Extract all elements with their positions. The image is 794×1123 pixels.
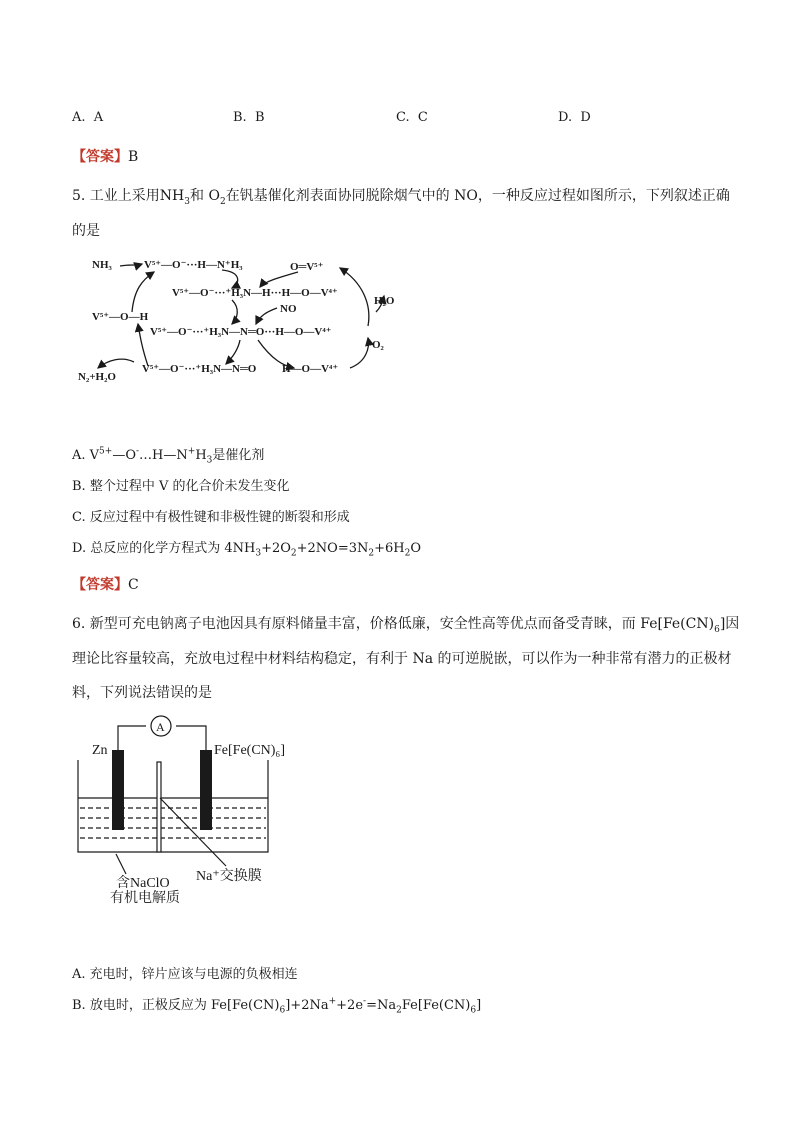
species-4: V⁵⁺—O⁻···⁺H₃N—N═O (142, 363, 257, 375)
wire-right (176, 726, 206, 752)
o2-label: O₂ (372, 339, 384, 351)
ammeter-label: A (156, 720, 165, 734)
fe-electrode (200, 750, 212, 830)
species-2: V⁵⁺—O⁻···⁺H₃N—H···H—O—V⁴⁺ (172, 287, 338, 299)
q6-stem-line3: 料，下列说法错误的是 (72, 685, 212, 701)
arrow-hov-to-v4 (350, 338, 368, 368)
battery-diagram (76, 714, 316, 908)
v-oh: V⁵⁺—O—H (92, 311, 149, 323)
v5-oxo: O═V⁵⁺ (290, 261, 324, 273)
q5-option-c: C. 反应过程中有极性键和非极性键的断裂和形成 (72, 510, 350, 525)
answer-q5: 【答案】C (72, 577, 139, 593)
answer-q4: 【答案】B (72, 149, 139, 165)
membrane-label: Na⁺交换膜 (196, 869, 262, 884)
electrolyte-label-2: 有机电解质 (110, 891, 180, 906)
arrow-nh3-in (120, 264, 142, 266)
option-b: B. B (233, 110, 265, 125)
electrolyte-dashes (80, 808, 266, 838)
q6-stem-line2: 理论比容量较高，充放电过程中材料结构稳定，有利于 Na 的可逆脱嵌，可以作为一种非常有潜力的正极材 (72, 651, 732, 667)
arrow-o2-cycle (340, 268, 369, 326)
h-o-v4: H—O—V⁴⁺ (282, 363, 339, 375)
answer-label: 【答案】 (72, 149, 128, 165)
na-exchange-membrane (157, 762, 161, 852)
q5-stem-line2: 的是 (72, 223, 100, 239)
arrow-s1-to-s2 (222, 270, 238, 288)
arrow-n2-out (98, 359, 134, 368)
species-1: V⁵⁺—O⁻···H—N⁺H₃ (144, 259, 243, 271)
arrow-s2-to-s3 (232, 300, 237, 324)
no-label: NO (280, 303, 297, 315)
wire-left (118, 726, 146, 752)
q5-option-d: D. 总反应的化学方程式为 $4NH_3+2O_2+2NO=3N_2+6H_2O$ (72, 541, 422, 559)
q5-option-a: A. $V^{5+}—O^-\dots H—N^+H_3$是催化剂 (72, 446, 265, 466)
reaction-cycle-diagram (72, 252, 412, 388)
h2o-label: H₂O (374, 295, 395, 307)
electrolyte-leader (116, 854, 126, 874)
q6-option-b: B. 放电时，正极反应为 $Fe[Fe(CN)_6]+2Na^++2e^-=Na_2Fe[Fe(CN)_6]$ (72, 996, 482, 1016)
arrow-s4-to-voh (138, 324, 148, 366)
q6-stem-line1: 6. 新型可充电钠离子电池因具有原料储量丰富，价格低廉，安全性高等优点而备受青睐，而 $Fe[Fe(CN)_6]$因 (72, 616, 740, 635)
arrow-no-in (256, 308, 277, 324)
zn-electrode (112, 750, 124, 830)
n2-h2o-label: N₂+H₂O (78, 371, 116, 383)
q5-option-b: B. 整个过程中 V 的化合价未发生变化 (72, 479, 290, 494)
nh3-label: NH₃ (92, 259, 112, 271)
zn-label: Zn (92, 743, 108, 758)
electrolyte-label-1: 含NaClO (116, 876, 170, 891)
option-a: A. A (72, 110, 104, 125)
option-c: C. C (396, 110, 428, 125)
arrow-v5-to-s2 (260, 272, 298, 287)
species-3: V⁵⁺—O⁻···⁺H₃N—N═O···H—O—V⁴⁺ (150, 326, 332, 338)
arrow-s3-to-s4 (226, 340, 240, 364)
option-d: D. D (558, 110, 591, 125)
q5-stem-line1: 5. 工业上采用$NH_3$和 $O_2$在钒基催化剂表面协同脱除烟气中的 NO，一种反应过程如图所示，下列叙述正确 (72, 188, 730, 207)
arrow-voh-to-s1 (132, 272, 154, 312)
fe-electrode-label: Fe[Fe(CN)₆] (214, 743, 285, 758)
q6-option-a: A. 充电时，锌片应该与电源的负极相连 (72, 967, 298, 982)
